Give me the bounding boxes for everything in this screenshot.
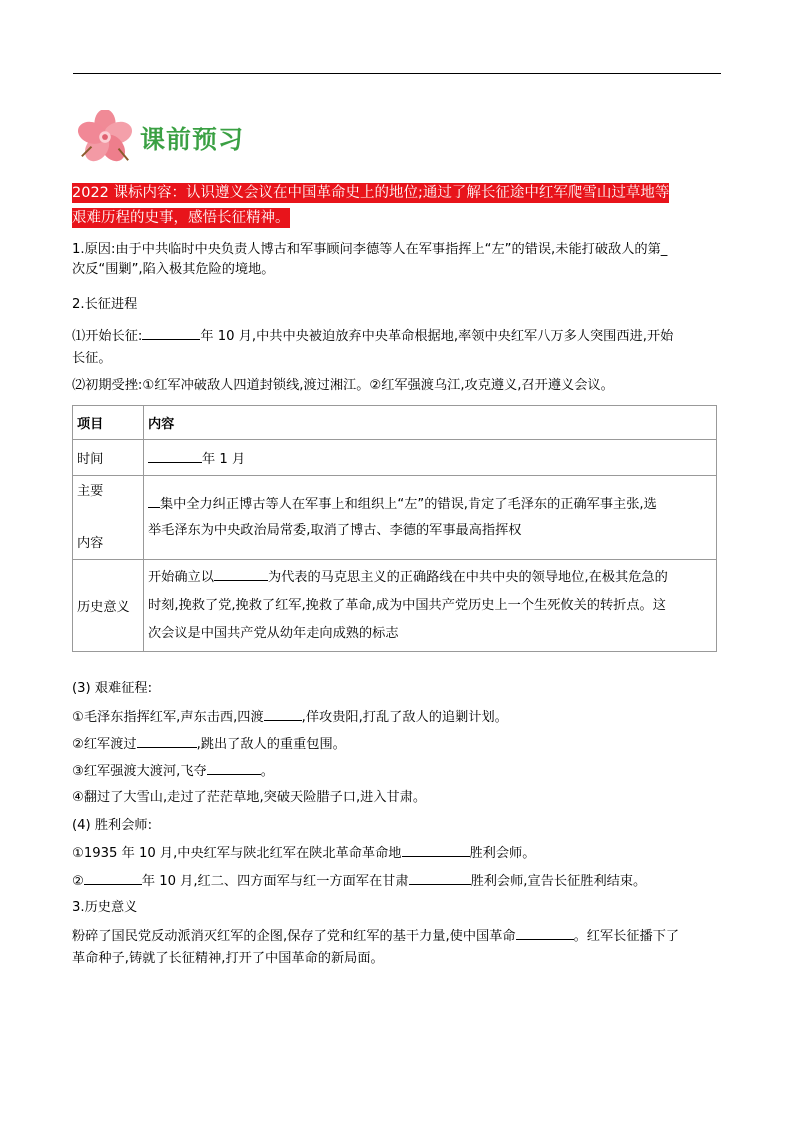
- victory-item-2: [72, 872, 724, 890]
- section-title: 课前预习: [140, 125, 245, 154]
- time-cell: [144, 440, 717, 476]
- header-rule: [73, 73, 721, 74]
- cause-paragraph: [72, 240, 724, 280]
- cause-line-1: 1.原因:由于中共临时中央负责人博古和军事顾问李德等人在军事指挥上“左”的错误,未能打破敌人的第_: [72, 242, 668, 257]
- hardship-2-text-b: ,跳出了敌人的重重包围。: [196, 737, 346, 752]
- hardship-item-1: [72, 708, 724, 726]
- hardship-2-blank[interactable]: [137, 735, 197, 748]
- sig-line-3: 次会议是中国共产党从幼年走向成熟的标志: [148, 625, 399, 641]
- sig-text-a: 开始确立以: [148, 569, 214, 585]
- header-item: 项目: [73, 406, 144, 440]
- hardship-1-text-a: ①毛泽东指挥红军,声东击西,四渡: [72, 710, 264, 725]
- start-paragraph: [72, 326, 724, 370]
- content-blank[interactable]: [148, 495, 160, 508]
- victory-heading: (4) 胜利会师:: [72, 818, 153, 833]
- victory-1-text-a: ①1935 年 10 月,中央红军与陕北红军在陕北革命革命地: [72, 846, 402, 861]
- content-cell: [144, 476, 717, 560]
- significance-paragraph: [72, 926, 724, 970]
- hardship-3-text-b: 。: [260, 764, 274, 779]
- hardship-3-text-a: ③红军强渡大渡河,飞夺: [72, 764, 207, 779]
- banner-line-2: 艰难历程的史事，感悟长征精神。: [72, 210, 290, 226]
- section-header: [76, 110, 244, 166]
- content-label: [73, 476, 144, 560]
- victory-2-year-blank[interactable]: [84, 872, 142, 885]
- hardship-3-blank[interactable]: [207, 762, 261, 775]
- significance-cell: [144, 560, 717, 652]
- table-row-content: [73, 476, 717, 560]
- sig-blank[interactable]: [214, 568, 268, 581]
- victory-2-text-c: 胜利会师,宣告长征胜利结束。: [470, 874, 647, 889]
- hardship-1-blank[interactable]: [264, 708, 302, 721]
- victory-item-1: [72, 844, 724, 862]
- content-label-2: 内容: [77, 535, 104, 551]
- content-label-1: 主要: [77, 483, 104, 499]
- time-label: 时间: [73, 440, 144, 476]
- setback-paragraph: ⑵初期受挫:①红军冲破敌人四道封锁线,渡过湘江。②红军强渡乌江,攻克遵义,召开遵义会议。: [72, 378, 614, 393]
- hardship-item-2: [72, 735, 724, 753]
- hardship-1-text-b: ,佯攻贵阳,打乱了敌人的追剿计划。: [301, 710, 508, 725]
- sig-line-2: 时刻,挽救了党,挽救了红军,挽救了革命,成为中国共产党历史上一个生死攸关的转折点。这: [148, 597, 666, 613]
- curriculum-banner: [72, 181, 724, 231]
- table-row-significance: [73, 560, 717, 652]
- table-header-row: [73, 406, 717, 440]
- significance-text-b: 。红军长征播下了: [573, 929, 680, 944]
- time-value: 年 1 月: [202, 452, 246, 467]
- hardship-heading: (3) 艰难征程:: [72, 681, 153, 696]
- start-text: 年 10 月,中共中央被迫放弃中央革命根据地,率领中央红军八万多人突围西进,开始: [200, 329, 674, 344]
- hardship-item-4: ④翻过了大雪山,走过了茫茫草地,突破天险腊子口,进入甘肃。: [72, 790, 427, 805]
- banner-line-1: 2022 课标内容：认识遵义会议在中国革命史上的地位;通过了解长征途中红军爬雪山过草地等: [72, 185, 670, 201]
- time-year-blank[interactable]: [148, 450, 202, 463]
- table-row-time: [73, 440, 717, 476]
- start-prefix: ⑴开始长征:: [72, 329, 143, 344]
- victory-2-place-blank[interactable]: [409, 872, 471, 885]
- significance-line-2: 革命种子,铸就了长征精神,打开了中国革命的新局面。: [72, 951, 384, 966]
- start-line-2: 长征。: [72, 351, 112, 366]
- significance-text-a: 粉碎了国民党反动派消灭红军的企图,保存了党和红军的基干力量,使中国革命: [72, 929, 516, 944]
- victory-2-text-a: ②: [72, 874, 84, 889]
- victory-1-text-b: 胜利会师。: [469, 846, 536, 861]
- content-line-2: 举毛泽东为中央政治局常委,取消了博古、李德的军事最高指挥权: [148, 522, 522, 538]
- content-line-1: 集中全力纠正博古等人在军事上和组织上“左”的错误,肯定了毛泽东的正确军事主张,选: [160, 496, 657, 512]
- victory-1-blank[interactable]: [402, 844, 470, 857]
- victory-2-text-b: 年 10 月,红二、四方面军与红一方面军在甘肃: [141, 874, 409, 889]
- flower-icon: [76, 110, 134, 166]
- progress-heading: 2.长征进程: [72, 297, 138, 312]
- significance-blank[interactable]: [516, 927, 574, 940]
- hardship-item-3: [72, 762, 724, 780]
- zunyi-table: [72, 405, 717, 652]
- sig-text-b: 为代表的马克思主义的正确路线在中共中央的领导地位,在极其危急的: [267, 569, 668, 585]
- start-year-blank[interactable]: [142, 327, 200, 340]
- significance-label: 历史意义: [73, 560, 144, 652]
- significance-heading: 3.历史意义: [72, 900, 138, 915]
- hardship-2-text-a: ②红军渡过: [72, 737, 137, 752]
- cause-line-2: 次反“围剿”,陷入极其危险的境地。: [72, 262, 275, 277]
- header-content: 内容: [144, 406, 717, 440]
